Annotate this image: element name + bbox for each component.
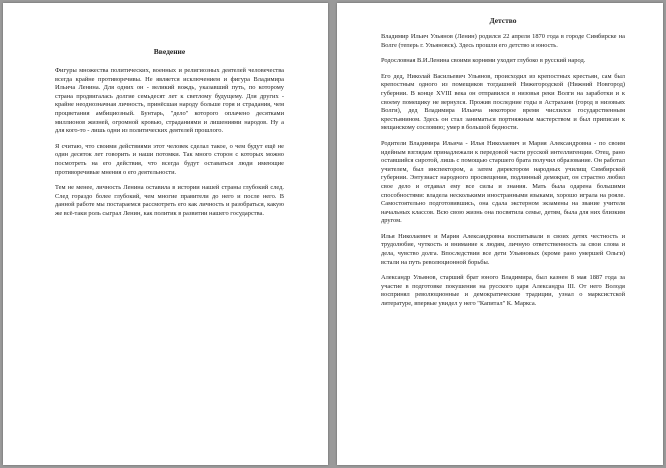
document-page-left (3, 3, 328, 465)
paragraph: Фигуры множества политических, военных и религиозных деятелей человечества всегда крайне противоречивы. Не является исключением и фигура Владимира Ильича Ленина. Для одних он - великий вождь, указавший путь, по которому страна продвигалась долгие семьдесят лет к светлому будущему. Для других - крайне неоднозначная личность, принёсшая народу больше горя и страдания, чем процветания амбициозный. Бунтарь, "дело" которого оплачено десятками миллионов жизней, огромной кровью, страданиями и лишениями народов. Ну а для кого-то - лишь одни из политических деятелей прошлого. (55, 67, 284, 135)
document-page-right (337, 3, 663, 465)
paragraph: Александр Ульянов, старший брат юного Владимира, был казнен 8 мая 1887 года за участие в подготовке покушения на русского царя Александра III. От него Володя воспринял революционные и демократические традиции, узнал о марксистской литературе, впервые увидел у него "Капитал" К. Маркса. (381, 274, 625, 308)
paragraph: Родословная В.И.Ленина своими корнями уходит глубоко в русский народ. (381, 57, 586, 65)
paragraph: Тем не менее, личность Ленина оставила в истории нашей страны глубокий след. След гораздо более глубокий, чем многие правители до него и после него. В данной работе мы постараемся рассмотреть его как личность и разобраться, какую же всё-таки роль сыграл Ленин, как политик в развитии нашего государства. (55, 184, 284, 217)
paragraph: Его дед, Николай Васильевич Ульянов, происходил из крепостных крестьян, сам был крепостным одного из помещиков тогдашней Нижегородской (Нижний Новгород) губернии. В конце XVIII века он отправился в низовья реки Волги на заработки и к своему помещику не вернулся. Прожив последние годы в Астрахани (город в низовьях Волги), дед Владимира Ильича некоторое время числился государственным крестьянином. Здесь он стал заниматься портняжным мастерством и был приписан к мещанскому сословию; умер в большой бедности. (381, 72, 625, 132)
page-heading: Детство (489, 16, 517, 25)
paragraph: Владимир Ильич Ульянов (Ленин) родился 22 апреля 1870 года в городе Симбирске на Волге (теперь г. Ульяновск). Здесь прошли его детство и юность. (381, 33, 625, 49)
paragraph: Я считаю, что своими действиями этот человек сделал такое, о чем будут ещё не один десяток лет говорить и наши потомки. Так много сторон с которых можно посмотреть на его действия, что всегда будут оставаться люди имеющие противоречивые мнения о его деятельности. (55, 142, 284, 176)
paragraph: Родители Владимира Ильича - Илья Николаевич и Мария Александровна - по своим идейным взглядам принадлежали к передовой части русской интеллигенции. Отец, рано оставшийся сиротой, лишь с помощью старшего брата получил образование. Он работал учителем, был инспектором, а затем директором народных училищ Симбирской губернии. Энтузиаст народного просвещения, подлинный демократ, он страстно любил свое дело и отдавал ему все силы и знания. Мать была одарена большими способностями: владела несколькими иностранными языками, хорошо играла на рояле. Самостоятельно подготовившись, она сдала экстерном экзамены на звание учителя начальных классов. Всю свою жизнь она посвятила семье, детям, была для них близким другом. (381, 139, 625, 225)
page-heading: Введение (153, 47, 186, 56)
paragraph: Илья Николаевич и Мария Александровна воспитывали в своих детях честность и трудолюбие, чуткость и внимание к людям, личную ответственность за свои слова и дела, чувство долга. Впоследствии все дети Ульяновых (кроме рано умершей Ольги) встали на путь революционной борьбы. (381, 232, 625, 266)
